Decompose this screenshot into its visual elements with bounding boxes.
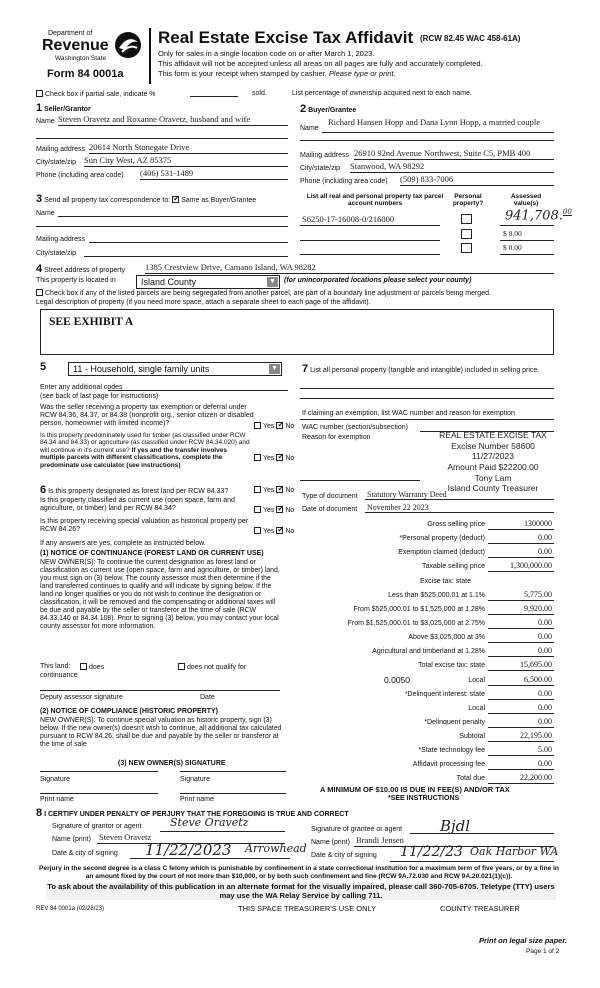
owner-sig-line-2[interactable]: [180, 793, 286, 794]
buyer-mail[interactable]: 26910 92nd Avenue Northwest, Suite C5, PMB 400: [354, 148, 531, 158]
additional-codes-line[interactable]: [108, 390, 288, 391]
personal-label: *Personal property (deduct): [399, 535, 485, 542]
treasurer-use-label: THIS SPACE TREASURER'S USE ONLY: [238, 904, 377, 913]
value-line-2: [500, 240, 554, 241]
affidavit-fee-label: Affidavit processing fee: [412, 761, 485, 768]
q2-yes-checkbox[interactable]: [254, 454, 261, 461]
dropdown-arrow-icon: ▼: [267, 277, 278, 287]
treasurer-stamp: REAL ESTATE EXCISE TAX Excise Number 58600 11/27/2023 Amount Paid $22200.00 Tony Lam Island County Treasurer: [439, 430, 547, 494]
section3-name-label: Name: [36, 210, 55, 217]
grantee-city-handwriting: Oak Harbor WA: [470, 845, 559, 858]
owner-line-a: [40, 771, 158, 772]
personal-property-checkbox-1[interactable]: [461, 214, 472, 224]
subtitle-2: This affidavit will not be accepted unless all areas on all pages are fully and accurately completed.: [158, 59, 483, 68]
grantee-date[interactable]: 11/22/23: [400, 844, 463, 860]
section3-mail-label: Mailing address: [36, 236, 86, 243]
taxable-label: Taxable selling price: [421, 563, 485, 570]
gross-line: [488, 529, 554, 530]
legal-paper-note: Print on legal size paper.: [479, 936, 567, 945]
section3-city-line[interactable]: [84, 256, 288, 257]
does-not-checkbox[interactable]: [178, 663, 185, 670]
subtitle-1: Only for sales in a single location code on or after March 1, 2023.: [158, 49, 375, 58]
located-in-label: This property is located in: [36, 277, 116, 284]
gross-label: Gross selling price: [427, 521, 485, 528]
tier3-line: [488, 628, 554, 629]
buyer-city[interactable]: Stanwood, WA 98292: [350, 161, 425, 171]
section4-label: 4 Street address of property: [36, 263, 126, 275]
parcel-line-2[interactable]: [300, 240, 440, 241]
notice1-body: NEW OWNER(S): To continue the current designation as forest land or classification as current use (open space, farm and agriculture, or timber) land, you must sign on (3) below. The county assessor must then determine if the land transferred continues to qualify and will indicate by signing below. If the land no longer qualifies or you do not wish to continue the designation or classification, it will be removed and the compensating or additional taxes will be due and payable by the seller or transferor at the time of sale (RCW 84.33.140 or 84.34.108). Prior to signing (3) below, you may contact your local county assessor for more information.: [40, 559, 280, 630]
tech-fee-label: *State technology fee: [418, 747, 485, 754]
tier1-line: [488, 600, 554, 601]
minimum-due: A MINIMUM OF $10.00 IS DUE IN FEE(S) AND/OR TAX: [320, 785, 510, 794]
seller-city-label: City/state/zip: [36, 159, 77, 166]
seller-name[interactable]: Steven Oravetz and Roxanne Oravetz, husband and wife: [58, 114, 251, 124]
doc-type-label: Type of document: [302, 493, 358, 500]
partial-sale-row: Check box if partial sale, indicate %: [36, 90, 156, 99]
section6-q2: Is this property classified as current use (open space, farm and agriculture, or timber) land per RCW 84.34?: [40, 497, 235, 513]
parcel-line-1: [300, 225, 440, 226]
tier2-label: From $525,000.01 to $1,525,000 at 1.28%: [353, 606, 485, 613]
reason-label: Reason for exemption: [302, 434, 371, 441]
does-not-option: does not qualify for: [178, 663, 246, 672]
delinq-state-label: *Delinquent interest: state: [404, 691, 485, 698]
buyer-mail-line: [354, 159, 554, 160]
seller-name-line: [58, 125, 288, 126]
reason-line[interactable]: [300, 480, 420, 481]
buyer-blank-line: [300, 140, 554, 141]
total-state-value[interactable]: 15,695.00: [520, 660, 552, 669]
form-number: Form 84 0001a: [47, 68, 124, 80]
buyer-city-label: City/state/zip: [300, 165, 341, 172]
dept-revenue: Revenue: [42, 37, 109, 54]
grantee-signature[interactable]: Bjdl: [440, 817, 471, 835]
certify-line: 8 I CERTIFY UNDER PENALTY OF PERJURY THAT THE FOREGOING IS TRUE AND CORRECT: [36, 807, 349, 819]
buyer-mail-label: Mailing address: [300, 152, 350, 159]
perjury-notice: Perjury in the second degree is a class C felony which is punishable by confinement in a state correctional institution for a maximum term of five years, or by a fine in an amount fixed by the court of not more than $10,000, or by both such confinement and fine (RCW 9A.72.030 and RCW 9A.20.021(1)(c)).: [39, 865, 559, 880]
tier2-line: [488, 614, 554, 615]
personal-property-heading: Personal property?: [452, 193, 484, 208]
dept-state: Washington State: [55, 55, 107, 62]
owner-print-label-2: Print name: [180, 796, 214, 803]
additional-codes-label: Enter any additional codes: [40, 384, 123, 391]
subtitle-3: This form is your receipt when stamped by cashier. Please type or print.: [158, 69, 396, 78]
tier3-value[interactable]: 0.00: [538, 618, 552, 627]
q1-yes-no: Yes ✓ No: [254, 422, 294, 431]
seller-city[interactable]: Sun City West, AZ 85375: [84, 155, 172, 165]
buyer-heading: 2 Buyer/Grantee: [300, 103, 357, 115]
exemption-line: [488, 557, 554, 558]
delinq-state-line: [488, 699, 554, 700]
assessed-value-2[interactable]: $ 0.00: [503, 229, 522, 238]
tier5-value[interactable]: 0.00: [538, 646, 552, 655]
section7-label: 7 List all personal property (tangible and intangible) included in selling price.: [302, 363, 540, 375]
doc-date-label: Date of document: [302, 506, 358, 513]
q2-timber-text: Is this property predominately used for timber (as classified under RCW 84.34 and 84.33) or agriculture (as classified under RCW 84.34.020) and will continue in it's current use? If yes and the transfer involves multiple parcels with different classifications, complete the predominate use calculator (see instructions): [40, 432, 250, 469]
segregated-row: Check box if any of the listed parcels are being segregated from another parcel, are part of a boundary line adjustment or parcels being merged.: [36, 289, 491, 298]
taxable-value[interactable]: 1,300,000.00: [510, 561, 552, 570]
owner-sig-label-2: Signature: [180, 776, 210, 783]
delinq-local-label: Local: [468, 705, 485, 712]
form-rcw: (RCW 82.45 WAC 458-61A): [420, 34, 521, 43]
seller-blank-line: [36, 138, 288, 139]
exemption-claim-label: If claiming an exemption, list WAC number and reason for exemption: [302, 410, 515, 417]
section6-q3: Is this property receiving special valuation as historical property per RCW 84.26?: [40, 518, 249, 534]
exemption-label: Exemption claimed (deduct): [398, 549, 485, 556]
s6-q1-yes-no: Yes ✓ No: [254, 486, 294, 495]
parcel-line-3[interactable]: [300, 254, 440, 255]
tier1-value[interactable]: 5,775.00: [524, 590, 552, 599]
dept-line1: Department of: [48, 30, 93, 37]
parcel-list-heading: List all real and personal property tax parcel account numbers: [306, 193, 444, 208]
affidavit-fee-line: [488, 769, 554, 770]
delinq-local-line: [488, 713, 554, 714]
does-checkbox[interactable]: [80, 663, 87, 670]
grantee-name[interactable]: Brandi Jensen: [356, 835, 404, 845]
grantee-date-line: [390, 861, 554, 862]
s7-line-3: [300, 419, 554, 420]
does-option: does: [80, 663, 104, 672]
s7-line-2[interactable]: [300, 398, 554, 399]
local-line: [488, 685, 554, 686]
grantor-signature[interactable]: Steve Oravetz: [170, 816, 249, 829]
taxable-line: [488, 571, 554, 572]
q1-yes-checkbox[interactable]: [254, 422, 261, 429]
segregated-checkbox[interactable]: [36, 289, 43, 296]
seller-mail-line: [89, 153, 288, 154]
partial-sale-checkbox[interactable]: [36, 90, 43, 97]
exemption-value[interactable]: 0.00: [538, 547, 552, 556]
continuance-label: continuance: [40, 672, 78, 679]
county-select[interactable]: Island County ▼: [136, 275, 280, 289]
notice3-heading: (3) NEW OWNER(S) SIGNATURE: [118, 760, 226, 767]
form-title: Real Estate Excise Tax Affidavit: [158, 28, 414, 47]
seller-mail[interactable]: 20614 North Stonegate Drive: [89, 142, 190, 152]
s6-q1-yes-checkbox[interactable]: [254, 486, 261, 493]
notice2-body: NEW OWNER(S): To continue special valuation as historic property, sign (3) below. If the new owner(s) doesn't wish to continue, all additional tax calculated pursuant to RCW 84.26, shall be due and payable by the seller or transferor at the time of sale: [40, 717, 282, 748]
local-rate: 0.0050: [384, 675, 410, 685]
grantor-date[interactable]: 11/22/2023: [145, 841, 232, 859]
affidavit-fee-value[interactable]: 0.00: [538, 759, 552, 768]
seller-name-label: Name: [36, 118, 55, 125]
buyer-name-line: [322, 132, 554, 133]
grantee-name-label: Name (print): [311, 839, 350, 846]
assessed-value-1[interactable]: 941,708.00: [505, 208, 572, 224]
buyer-phone[interactable]: (509) 833-7006: [400, 174, 454, 184]
s6-q2-no-checkbox[interactable]: [276, 506, 283, 513]
s6-q2-yes-no: Yes ✓ No: [254, 506, 294, 515]
grantor-name[interactable]: Steven Oravetz: [99, 832, 152, 842]
doc-type-line: [365, 499, 554, 500]
section6-q1: 6 Is this property designated as forest land per RCW 84.33?: [40, 484, 229, 496]
total-state-line: [488, 670, 554, 671]
notice1-heading: (1) NOTICE OF CONTINUANCE (FOREST LAND OR CURRENT USE): [40, 550, 264, 557]
grantee-date-label: Date & city of signing: [311, 852, 377, 859]
this-land-label: This land:: [40, 663, 71, 670]
dropdown-arrow-icon: ▼: [269, 364, 280, 374]
section3-name-line[interactable]: [58, 216, 288, 217]
legal-desc-label: Legal description of property (if you need more space, attach a separate sheet to each page of the affidavit).: [36, 299, 371, 306]
legal-description-text: SEE EXHIBIT A: [49, 316, 134, 328]
seller-city-line: [84, 166, 288, 167]
s6-q1-no-checkbox[interactable]: [276, 486, 283, 493]
tier3-label: From $1,525,000.01 to $3,025,000 at 2.75%: [347, 620, 485, 627]
seller-phone-line: [140, 179, 288, 180]
s6-q3-yes-checkbox[interactable]: [254, 527, 261, 534]
page-number: Page 1 of 2: [526, 948, 560, 955]
grantor-sig-label: Signature of grantor or agent: [52, 823, 142, 830]
doc-date-line: [365, 512, 554, 513]
subtotal-value[interactable]: 22,195.00: [520, 731, 552, 740]
penalty-label: *Delinquent penalty: [424, 719, 485, 726]
s6-q3-no-checkbox[interactable]: [276, 527, 283, 534]
owner-sig-label-1: Signature: [40, 776, 70, 783]
grantor-city-handwriting: Arrowhead: [245, 842, 307, 855]
address-line: [145, 273, 554, 274]
excise-state-label: Excise tax: state: [420, 578, 471, 585]
county-treasurer-label: COUNTY TREASURER: [440, 904, 520, 913]
assessed-value-3[interactable]: $ 0.00: [503, 243, 522, 252]
section5-num: 5: [40, 361, 47, 373]
use-code-select[interactable]: 11 - Household, single family units ▼: [68, 362, 282, 376]
deputy-sig-label: Deputy assessor signature: [40, 694, 123, 701]
personal-property-checkbox-2[interactable]: [461, 229, 472, 239]
see-instructions: *SEE INSTRUCTIONS: [388, 795, 460, 802]
alt-format-notice: To ask about the availability of this publication in an alternate format for the visually impaired, please call 360-705-6705. Teletype (TTY) users may use the WA Relay Service by calling 711.: [47, 882, 555, 900]
section3-city-label: City/state/zip: [36, 250, 77, 257]
owner-sig-line-1[interactable]: [40, 793, 158, 794]
buyer-phone-label: Phone (including area code): [300, 178, 388, 185]
same-as-buyer-checkbox[interactable]: [172, 196, 179, 203]
total-due-label: Total due: [456, 775, 485, 782]
assessed-value-heading: Assessed value(s): [510, 193, 542, 208]
gross-value[interactable]: 1300000: [524, 519, 552, 528]
total-state-label: Total excise tax: state: [418, 662, 485, 669]
doc-type[interactable]: Statutory Warranty Deed: [367, 490, 447, 499]
county-note: (for unincorporated locations please select your county): [284, 277, 472, 284]
tier2-value[interactable]: 9,920.00: [524, 604, 552, 613]
penalty-value[interactable]: 0.00: [538, 717, 552, 726]
tech-fee-value[interactable]: 5.00: [538, 745, 552, 754]
tier4-line: [488, 642, 554, 643]
section3-label: 3 Send all property tax correspondence to: ✓ Same as Buyer/Grantee: [36, 193, 256, 206]
owner-print-label-1: Print name: [40, 796, 74, 803]
q2-yes-no: Yes ✓ No: [254, 454, 294, 463]
see-list-note: (see back of last page for instructions): [40, 393, 159, 400]
personal-value[interactable]: 0.00: [538, 533, 552, 542]
grantor-date-line: [130, 858, 290, 859]
deputy-date-label: Date: [200, 694, 215, 701]
buyer-phone-line: [400, 185, 554, 186]
section3-blank-line: [36, 226, 288, 227]
local-value[interactable]: 6,500.00: [524, 675, 552, 684]
partial-sold: sold.: [252, 90, 267, 97]
total-due-line: [488, 783, 554, 784]
total-due-value[interactable]: 22,200.00: [520, 773, 552, 782]
personal-line: [488, 543, 554, 544]
grantee-sig-line: [410, 833, 554, 834]
wac-number-label: WAC number (section/subsection): [302, 424, 408, 431]
q1-exemption-text: Was the seller receiving a property tax exemption or deferral under RCW 84.36, 84.37, or 84.38 (nonprofit org., senior citizen or disabled person, homeowner with limited income)?: [40, 404, 254, 428]
s6-q3-yes-no: Yes ✓ No: [254, 527, 294, 536]
tier5-line: [488, 656, 554, 657]
property-address[interactable]: 1385 Crestview Drive, Camano Island, WA 98282: [145, 262, 316, 272]
value-line-3: [500, 254, 554, 255]
list-percentage-note: List percentage of ownership acquired next to each name.: [292, 90, 472, 97]
seller-mail-label: Mailing address: [36, 146, 86, 153]
seller-phone[interactable]: (406) 531-1489: [140, 168, 194, 178]
subtotal-label: Subtotal: [459, 733, 485, 740]
notice2-heading: (2) NOTICE OF COMPLIANCE (HISTORIC PROPERTY): [40, 708, 218, 715]
delinq-state-value[interactable]: 0.00: [538, 689, 552, 698]
parcel-number-1[interactable]: S6250-17-16008-0/216000: [302, 214, 395, 224]
header-divider: [149, 28, 151, 84]
tier5-label: Agricultural and timberland at 1.28%: [372, 648, 485, 655]
buyer-name[interactable]: Richard Hansen Hopp and Dana Lynn Hopp, a married couple: [328, 117, 540, 127]
q2-no-checkbox[interactable]: [276, 454, 283, 461]
doc-date[interactable]: November 22 2023: [367, 503, 429, 512]
partial-pct-line[interactable]: [190, 96, 238, 97]
deputy-sig-line[interactable]: [40, 690, 280, 691]
section3-mail-line[interactable]: [89, 242, 288, 243]
tier4-value[interactable]: 0.00: [538, 632, 552, 641]
revision-label: REV 84 0001a (02/28/23): [36, 906, 105, 912]
grantee-sig-label: Signature of grantee or agent: [311, 826, 403, 833]
local-label: Local: [468, 677, 485, 684]
seller-heading: 1 Seller/Grantor: [36, 102, 91, 114]
personal-property-checkbox-3[interactable]: [461, 243, 472, 253]
if-any-yes: If any answers are yes, complete as instructed below.: [40, 540, 206, 547]
s6-q2-yes-checkbox[interactable]: [254, 506, 261, 513]
delinq-local-value[interactable]: 0.00: [538, 703, 552, 712]
legal-description-box[interactable]: [40, 309, 554, 355]
s7-line-1[interactable]: [300, 388, 554, 389]
tier4-label: Above $3,025,000 at 3%: [408, 634, 485, 641]
tech-fee-line: [488, 755, 554, 756]
grantor-date-label: Date & city of signing: [52, 850, 118, 857]
seller-phone-label: Phone (including area code): [36, 172, 124, 179]
buyer-name-label: Name: [300, 125, 319, 132]
grantor-sig-line: [160, 831, 285, 832]
grantor-name-label: Name (print): [52, 836, 91, 843]
tier1-label: Less than $525,000.01 at 1.1%: [388, 592, 485, 599]
wa-revenue-logo-icon: [113, 30, 143, 60]
penalty-line: [488, 727, 554, 728]
owner-line-b: [180, 771, 286, 772]
buyer-city-line: [350, 172, 554, 173]
subtotal-line: [488, 741, 554, 742]
q1-no-checkbox[interactable]: [276, 422, 283, 429]
value-line-1: [500, 225, 554, 226]
